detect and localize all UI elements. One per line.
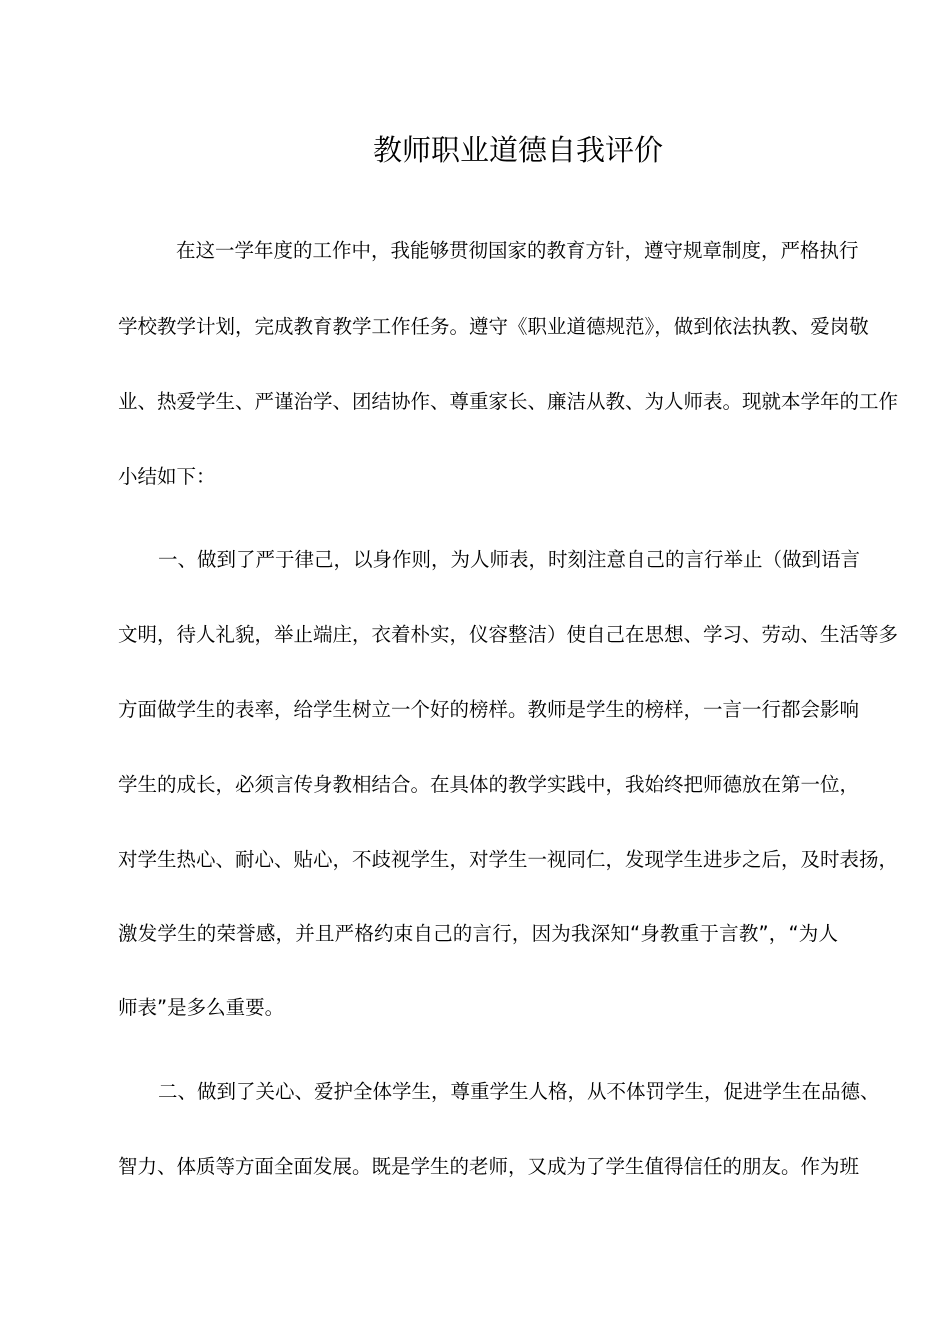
paragraph-2-line-5: 对学生热心、耐心、贴心，不歧视学生，对学生一视同仁，发现学生进步之后，及时表扬， — [118, 848, 899, 871]
document-title: 教师职业道德自我评价 — [372, 133, 663, 167]
paragraph-1-line-1: 在这一学年度的工作中，我能够贯彻国家的教育方针，遵守规章制度，严格执行 — [176, 239, 859, 262]
paragraph-2-line-1: 一、做到了严于律己，以身作则，为人师表，时刻注意自己的言行举止（做到语言 — [158, 548, 861, 571]
paragraph-2-line-2: 文明，待人礼貌，举止端庄，衣着朴实，仪容整洁）使自己在思想、学习、劳动、生活等多 — [118, 623, 899, 646]
paragraph-2-line-7: 师表”是多么重要。 — [118, 996, 285, 1019]
paragraph-2-line-4: 学生的成长，必须言传身教相结合。在具体的教学实践中，我始终把师德放在第一位， — [118, 773, 860, 796]
paragraph-2-line-3: 方面做学生的表率，给学生树立一个好的榜样。教师是学生的榜样，一言一行都会影响 — [118, 698, 860, 721]
paragraph-3-line-1: 二、做到了关心、爱护全体学生，尊重学生人格，从不体罚学生，促进学生在品德、 — [158, 1080, 880, 1103]
paragraph-3-line-2: 智力、体质等方面全面发展。既是学生的老师，又成为了学生值得信任的朋友。作为班 — [118, 1155, 860, 1178]
paragraph-2-line-6: 激发学生的荣誉感，并且严格约束自己的言行，因为我深知“身教重于言教”，“为人 — [118, 922, 838, 945]
paragraph-1-line-3: 业、热爱学生、严谨治学、团结协作、尊重家长、廉洁从教、为人师表。现就本学年的工作 — [118, 390, 899, 413]
paragraph-1-line-2: 学校教学计划，完成教育教学工作任务。遵守《职业道德规范》，做到依法执教、爱岗敬 — [118, 315, 869, 338]
paragraph-1-line-4: 小结如下： — [118, 465, 216, 488]
